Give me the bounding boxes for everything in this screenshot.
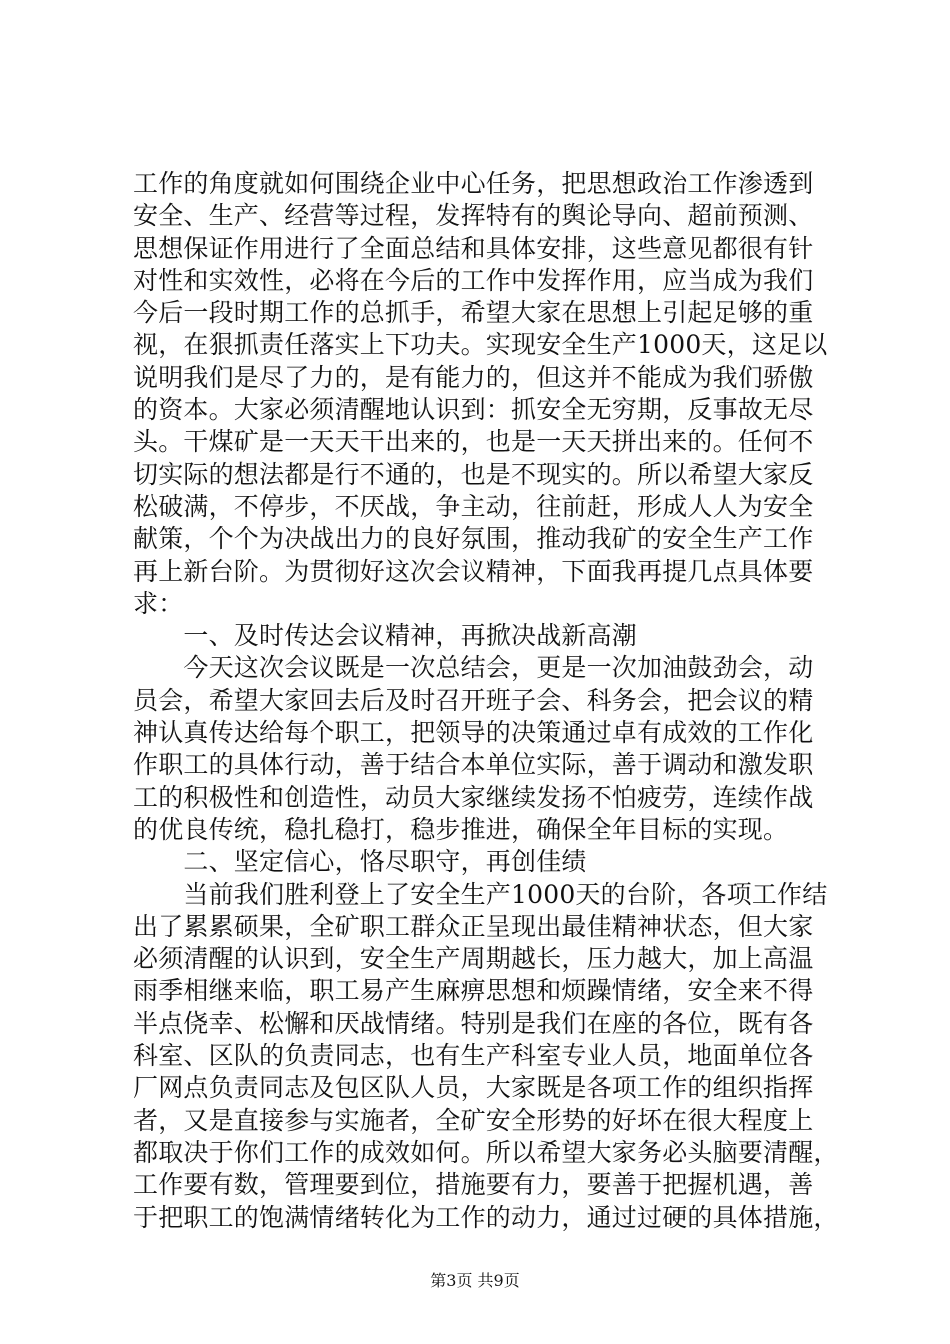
text-line: 工作要有数，管理要到位，措施要有力，要善于把握机遇，善: [133, 1170, 814, 1200]
text-line: 对性和实效性，必将在今后的工作中发挥作用，应当成为我们: [133, 265, 814, 295]
section-heading-1: 一、及时传达会议精神，再掀决战新高潮: [133, 621, 638, 651]
text-line: 工的积极性和创造性，动员大家继续发扬不怕疲劳，连续作战: [133, 782, 814, 812]
text-line: 献策，个个为决战出力的良好氛围，推动我矿的安全生产工作: [133, 524, 814, 554]
text-line: 科室、区队的负责同志，也有生产科室专业人员，地面单位各: [133, 1041, 814, 1071]
page-footer: [0, 1271, 950, 1291]
text-line: 半点侥幸、松懈和厌战情绪。特别是我们在座的各位，既有各: [133, 1008, 814, 1038]
text-line: 厂网点负责同志及包区队人员，大家既是各项工作的组织指挥: [133, 1073, 814, 1103]
page-number: 第3页 共9页: [430, 1271, 520, 1290]
text-line: 都取决于你们工作的成效如何。所以希望大家务必头脑要清醒，: [133, 1137, 839, 1167]
text-line: 安全、生产、经营等过程，发挥特有的舆论导向、超前预测、: [133, 201, 814, 231]
text-line: 头。干煤矿是一天天干出来的，也是一天天拼出来的。任何不: [133, 427, 814, 457]
text-line: 工作的角度就如何围绕企业中心任务，把思想政治工作渗透到: [133, 169, 814, 198]
text-line: 视，在狠抓责任落实上下功夫。实现安全生产1000天，这足以: [133, 330, 828, 360]
text-line: 切实际的想法都是行不通的，也是不现实的。所以希望大家反: [133, 459, 814, 489]
text-line: 松破满，不停步，不厌战，争主动，往前赶，形成人人为安全: [133, 491, 814, 521]
text-line: 的优良传统，稳扎稳打，稳步推进，确保全年目标的实现。: [133, 814, 789, 844]
text-line: 再上新台阶。为贯彻好这次会议精神，下面我再提几点具体要: [133, 556, 814, 586]
text-line: 必须清醒的认识到，安全生产周期越长，压力越大，加上高温: [133, 944, 814, 974]
text-line: 今后一段时期工作的总抓手，希望大家在思想上引起足够的重: [133, 298, 814, 328]
text-line: 员会，希望大家回去后及时召开班子会、科务会，把会议的精: [133, 685, 814, 715]
text-line: 雨季相继来临，职工易产生麻痹思想和烦躁情绪，安全来不得: [133, 976, 814, 1006]
text-line: 神认真传达给每个职工，把领导的决策通过卓有成效的工作化: [133, 718, 814, 748]
text-line: 于把职工的饱满情绪转化为工作的动力，通过过硬的具体措施，: [133, 1202, 839, 1232]
section-heading-2: 二、坚定信心，恪尽职守，再创佳绩: [133, 847, 587, 877]
body-text: [133, 168, 839, 1234]
text-line: 求：: [133, 588, 184, 618]
text-line: 出了累累硕果，全矿职工群众正呈现出最佳精神状态，但大家: [133, 911, 814, 941]
text-line: 的资本。大家必须清醒地认识到：抓安全无穷期，反事故无尽: [133, 395, 814, 425]
text-line: 今天这次会议既是一次总结会，更是一次加油鼓劲会，动: [133, 653, 814, 683]
text-line: 当前我们胜利登上了安全生产1000天的台阶，各项工作结: [133, 879, 828, 909]
text-line: 者，又是直接参与实施者，全矿安全形势的好坏在很大程度上: [133, 1105, 814, 1135]
text-line: 思想保证作用进行了全面总结和具体安排，这些意见都很有针: [133, 233, 814, 263]
text-line: 作职工的具体行动，善于结合本单位实际，善于调动和激发职: [133, 750, 814, 780]
text-line: 说明我们是尽了力的，是有能力的，但这并不能成为我们骄傲: [133, 362, 814, 392]
